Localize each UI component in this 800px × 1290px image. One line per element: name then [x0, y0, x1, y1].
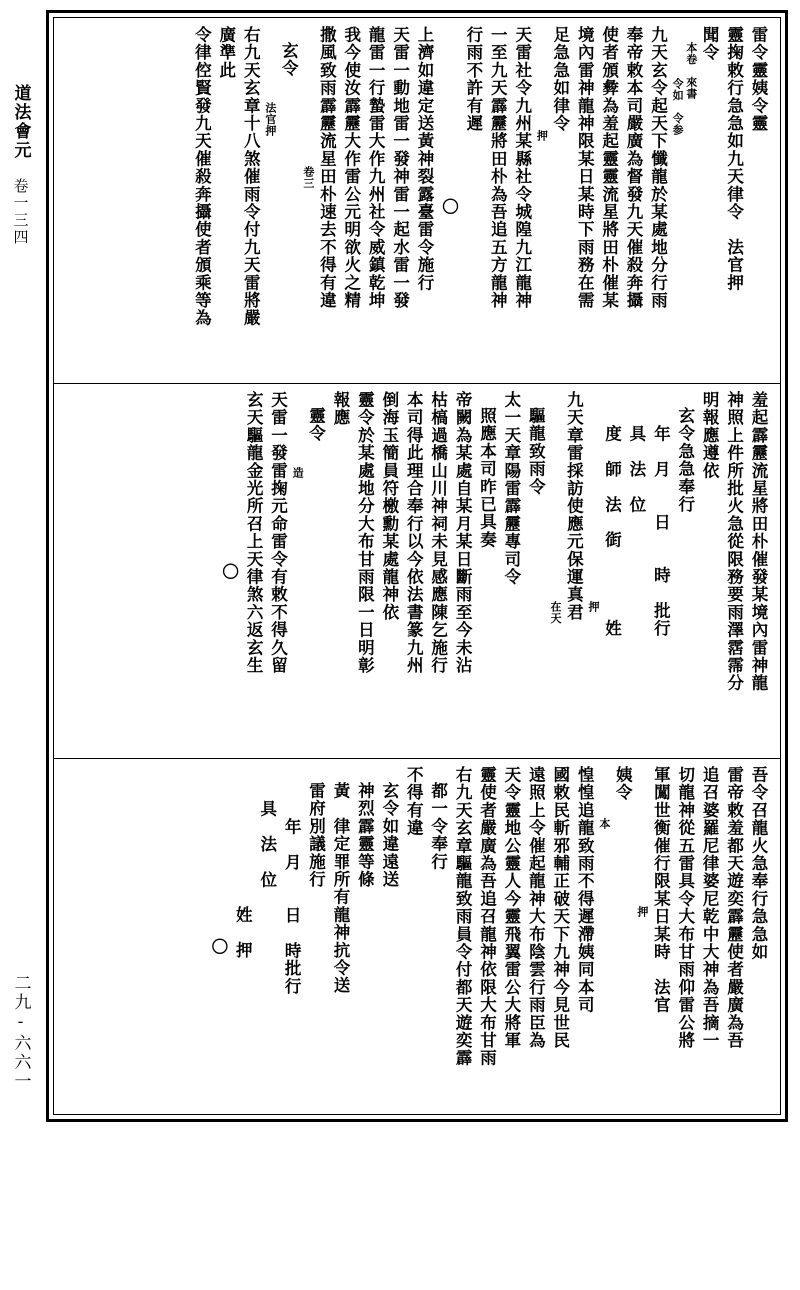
text-column: 惶惶追龍致雨不得遲滯姨同本司 — [575, 766, 595, 1014]
text-column: 追召婆羅尼律婆尼乾中大神為吾摘一 — [700, 766, 720, 1050]
text-column: 玄天驅龍金光所召上天律煞六返玄生 — [244, 391, 264, 675]
text-column: 押 — [635, 906, 649, 918]
text-column: 行雨不許有遲 — [463, 26, 483, 133]
text-column: 足急急如律令 — [550, 26, 570, 133]
text-column: 玄令急急奉行 — [675, 407, 695, 514]
text-column: 天雷社令九州某縣社令城隍九江龍神 — [512, 26, 532, 310]
text-column: 奉帝敕本司嚴廣為督發九天催殺奔攝 — [624, 26, 644, 310]
register-top — [54, 18, 780, 383]
text-column: 雷府別議施行 — [306, 782, 326, 889]
text-column: 姓 押 — [233, 906, 253, 960]
text-column: 切龍神從五雷具令大布甘雨仰雷公將 — [675, 766, 695, 1050]
text-column: 帝闕為某處自某月某日斷雨至今未沾 — [453, 391, 473, 675]
text-column: 天雷一動地雷一發神雷一起水雷一發 — [390, 26, 410, 310]
text-column: 玄令 — [279, 42, 299, 78]
series-title: 道法會元 — [10, 84, 31, 160]
text-column: 〇 — [219, 563, 239, 581]
volume-label: 卷一三四 — [11, 178, 30, 246]
text-frame-inner — [53, 17, 781, 1115]
text-column: 神烈霹靈等條 — [355, 782, 375, 889]
text-column: 在天 — [548, 601, 562, 624]
text-column: 靈令 — [306, 407, 326, 443]
text-column: 一至九天霹靂將田朴為吾追五方龍神 — [488, 26, 508, 310]
text-column: 照應本司昨已具奏 — [477, 407, 497, 549]
text-column: 雷帝敕羞都天遊奕霹靂使者嚴廣為吾 — [724, 766, 744, 1050]
text-column: 九天玄令起天下懺龍於某處地分行雨 — [648, 26, 668, 310]
text-frame — [46, 10, 788, 1122]
text-column: 本司得此理合奉行以今依法書篆九州 — [404, 391, 424, 675]
page-number: 二九-六六一 — [10, 974, 31, 1091]
text-column: 右九天玄章十八煞催雨令付九天雷將嚴 — [241, 26, 261, 327]
left-margin-column — [0, 0, 40, 1131]
text-column: 具 法 位 — [257, 800, 277, 889]
text-column: 太一天章陽雷霹靂專司令 — [501, 391, 521, 586]
text-column: 卷三 — [301, 166, 315, 189]
text-column: 右九天玄章驅龍致雨員令付都天遊奕霹 — [453, 766, 473, 1067]
text-column: 遠照上令催起龍神大布陰雲行雨臣為 — [526, 766, 546, 1050]
text-column: 羞起霹靂流星將田朴催發某境內雷神龍 — [749, 391, 768, 692]
text-column: 靈使者嚴廣為吾追召龍神依限大布甘雨 — [477, 766, 497, 1067]
text-column: 上濟如違定送黃神裂露臺雷令施行 — [415, 26, 435, 292]
text-column: 法官押 — [263, 102, 277, 137]
text-column: 都一令奉行 — [428, 782, 448, 871]
text-column: 報應 — [330, 391, 350, 427]
text-column: 靈令於某處地分大布甘雨限一日明彰 — [355, 391, 375, 675]
text-column: 吾令召龍火急奉行急急如 — [749, 766, 768, 961]
text-column: 境內雷神龍神限某日某時下雨務在需 — [575, 26, 595, 310]
register-bottom — [54, 758, 780, 1122]
text-column: 令如 令参 — [671, 78, 685, 136]
text-column: 我今使汝霹靂大作雷公元明欲火之精 — [341, 26, 361, 310]
text-column: 明報應遵依 — [700, 391, 720, 480]
text-column: 〇 — [439, 198, 459, 216]
text-column: 聞令 — [700, 26, 720, 62]
text-column: 年 月 日 時批行 — [282, 818, 302, 995]
text-column: 國敕民斬邪輔正破天下九神今見世民 — [550, 766, 570, 1050]
text-column: 天令靈地公靈人今靈飛翼雷公大將軍 — [501, 766, 521, 1050]
text-column: 天雷一發雷掬元命雷令有敕不得久留 — [268, 391, 288, 675]
text-column: 枯槁過橋山川神祠未見感應陳乞施行 — [428, 391, 448, 675]
text-column: 玄令如違遠送 — [379, 782, 399, 889]
text-column: 〇 — [208, 938, 228, 956]
text-column: 押 — [587, 601, 601, 613]
text-column: 雷令靈姨令靈 — [749, 26, 768, 133]
text-column: 令律倥賢發九天催殺奔攝使者頒乘等為 — [192, 26, 212, 327]
register-middle — [54, 383, 780, 758]
text-column: 本 — [597, 818, 611, 830]
text-column: 撒風致雨霹靂流星田朴速去不得有違 — [317, 26, 337, 310]
text-column: 押 — [535, 130, 549, 142]
text-column: 本卷 來書 — [684, 42, 698, 100]
text-column: 姨令 — [613, 766, 633, 802]
text-column: 神照上件所批火急從限務要雨澤霑霈分 — [724, 391, 744, 692]
text-column: 不得有違 — [404, 766, 424, 837]
text-column: 驅龍致雨令 — [526, 407, 546, 496]
text-column: 靈掬敕行急急如九天律令 法官押 — [724, 26, 744, 292]
text-column: 造 — [291, 467, 305, 479]
text-column: 廣準此 — [216, 26, 236, 80]
text-column: 龍雷一行蟄雷大作九州社令威鎮乾坤 — [366, 26, 386, 310]
text-column: 軍闖世衡催行限某日某時 法官 — [651, 766, 671, 1014]
text-column: 具 法 位 — [626, 425, 646, 514]
text-column: 九天章雷採訪使應元保運真君 — [564, 391, 584, 622]
text-column: 黃 律定罪所有龍神抗令送 — [330, 782, 350, 995]
text-column: 使者頒彜為羞起靈靈流星將田朴催某 — [599, 26, 619, 310]
text-column: 年 月 日 時 批行 — [651, 425, 671, 638]
text-column: 度 師 法 衘 姓 — [602, 425, 622, 638]
text-column: 倒海玉簡員符檄勳某處龍神依 — [379, 391, 399, 622]
